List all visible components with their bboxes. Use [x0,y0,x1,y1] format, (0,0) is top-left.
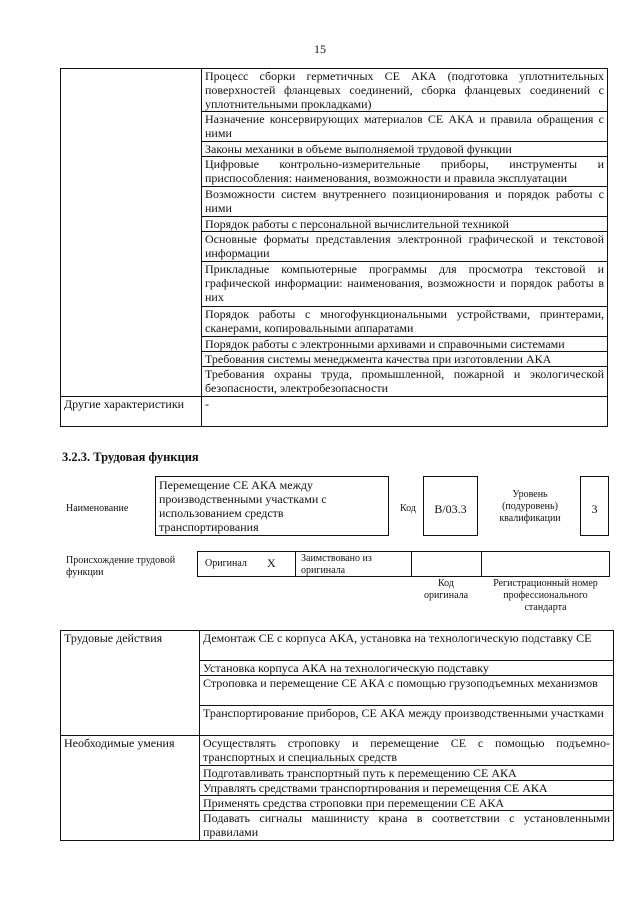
skills-label: Необходимые умения [61,736,200,841]
code-value-box: B/03.3 [423,476,478,536]
knowledge-item: Основные форматы представления электронной графической и текстовой информации [202,232,608,262]
origin-box [197,551,610,577]
action-item: Демонтаж СЕ с корпуса АКА, установка на технологическую подставку СЕ [200,631,614,661]
origin-divider [411,551,412,577]
level-value-box: 3 [580,476,609,536]
knowledge-item: Требования охраны труда, промышленной, пожарной и экологической безопасности, электробезопасности [202,367,608,397]
knowledge-item: Порядок работы с персональной вычислительной техникой [202,217,608,232]
action-item: Транспортирование приборов, СЕ АКА между производственными участками [200,706,614,736]
actions-label: Трудовые действия [61,631,200,736]
function-name-box: Перемещение СЕ АКА между производственными участками с использованием средств транспортирования [155,476,389,536]
other-characteristics-value: - [202,397,608,427]
name-label: Наименование [66,503,129,514]
knowledge-item: Процесс сборки герметичных СЕ АКА (подготовка уплотнительных поверхностей фланцевых соединений, сборка фланцевых соединений с уплотнительными прокладками) [202,69,608,112]
skill-item: Применять средства строповки при перемещении СЕ АКА [200,796,614,811]
borrowed-label: Заимствовано из оригинала [301,553,372,576]
knowledge-item: Назначение консервирующих материалов СЕ АКА и правила обращения с ними [202,112,608,142]
knowledge-label-cell [61,69,202,397]
reg-number-caption: Регистрационный номер профессионального стандарта [493,578,598,613]
section-title: 3.2.3. Трудовая функция [62,450,199,464]
origin-divider [481,551,482,577]
action-item: Установка корпуса АКА на технологическую подставку [200,661,614,676]
knowledge-item: Цифровые контрольно-измерительные приборы, инструменты и приспособления: наименования, возможности и правила эксплуатации [202,157,608,187]
original-mark: X [267,556,276,570]
skill-item: Подготавливать транспортный путь к перемещению СЕ АКА [200,766,614,781]
other-characteristics-label: Другие характеристики [61,397,202,427]
origin-label: Происхождение трудовой функции [66,555,176,578]
skill-item: Осуществлять строповку и перемещение СЕ с помощью подъемно-транспортных и специальных средств [200,736,614,766]
level-label: Уровень (подуровень) квалификации [499,489,561,524]
origin-divider [295,551,296,577]
knowledge-table [60,68,608,427]
skill-item: Подавать сигналы машинисту крана в соответствии с установленными правилами [200,811,614,841]
knowledge-item: Возможности систем внутреннего позиционирования и порядок работы с ними [202,187,608,217]
original-label: Оригинал [205,558,247,569]
knowledge-item: Законы механики в объеме выполняемой трудовой функции [202,142,608,157]
page-number: 15 [314,42,326,56]
skill-item: Управлять средствами транспортирования и перемещения СЕ АКА [200,781,614,796]
origin-code-caption: Код оригинала [423,578,469,601]
knowledge-item: Прикладные компьютерные программы для просмотра текстовой и графической информации: наименования, возможности и порядок работы в них [202,262,608,307]
knowledge-item: Порядок работы с многофункциональными устройствами, принтерами, сканерами, копировальными аппаратами [202,307,608,337]
knowledge-item: Требования системы менеджмента качества при изготовлении АКА [202,352,608,367]
action-item: Строповка и перемещение СЕ АКА с помощью грузоподъемных механизмов [200,676,614,706]
code-label: Код [400,503,416,514]
function-table [60,630,614,841]
knowledge-item: Порядок работы с электронными архивами и справочными системами [202,337,608,352]
